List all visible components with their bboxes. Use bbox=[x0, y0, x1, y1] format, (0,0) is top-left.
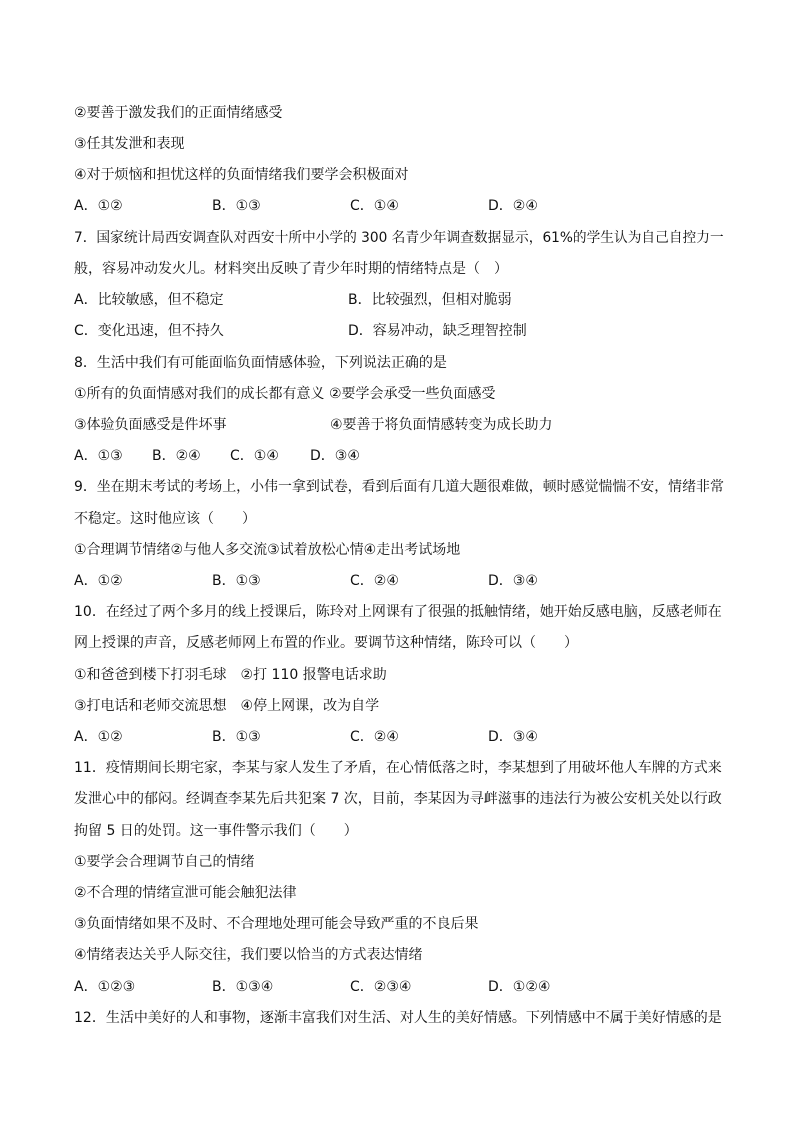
q6-statement-3: ③任其发泄和表现 bbox=[74, 136, 185, 152]
q7-option-b: B．比较强烈，但相对脆弱 bbox=[348, 292, 512, 308]
q10-option-a: A．①② bbox=[74, 729, 123, 745]
q8-option-d: D．③④ bbox=[310, 448, 360, 464]
q11-option-d: D．①②④ bbox=[488, 979, 551, 995]
q6-option-b: B．①③ bbox=[212, 198, 261, 214]
q7-stem-line-1: 7．国家统计局西安调查队对西安十所中小学的 300 名青少年调查数据显示，61%的学生认为自己自控力一 bbox=[74, 230, 724, 246]
q11-stem-line-1: 11．疫情期间长期宅家，李某与家人发生了矛盾，在心情低落之时，李某想到了用破坏他人车牌的方式来 bbox=[74, 760, 722, 776]
q11-option-b: B．①③④ bbox=[212, 979, 274, 995]
q11-statement-3: ③负面情绪如果不及时、不合理地处理可能会导致严重的不良后果 bbox=[74, 916, 479, 932]
q9-option-d: D．③④ bbox=[488, 573, 538, 589]
q9-option-c: C．②④ bbox=[350, 573, 399, 589]
q6-option-a: A．①② bbox=[74, 198, 123, 214]
q8-statements-1-2: ①所有的负面情感对我们的成长都有意义 ②要学会承受一些负面感受 bbox=[74, 386, 496, 402]
q11-statement-4: ④情绪表达关乎人际交往，我们要以恰当的方式表达情绪 bbox=[74, 947, 423, 963]
q9-option-a: A．①② bbox=[74, 573, 123, 589]
q6-statement-4: ④对于烦恼和担忧这样的负面情绪我们要学会积极面对 bbox=[74, 167, 409, 183]
q9-statements: ①合理调节情绪②与他人多交流③试着放松心情④走出考试场地 bbox=[74, 542, 461, 558]
q7-option-c: C．变化迅速，但不持久 bbox=[74, 323, 224, 339]
q8-statement-3: ③体验负面感受是件坏事 bbox=[74, 417, 227, 433]
q10-option-d: D．③④ bbox=[488, 729, 538, 745]
q11-option-c: C．②③④ bbox=[350, 979, 412, 995]
q8-option-a: A．①③ bbox=[74, 448, 123, 464]
q11-statement-1: ①要学会合理调节自己的情绪 bbox=[74, 854, 255, 870]
q10-statements-3-4: ③打电话和老师交流思想 ④停上网课，改为自学 bbox=[74, 698, 380, 714]
q8-stem: 8．生活中我们有可能面临负面情感体验，下列说法正确的是 bbox=[74, 355, 447, 371]
q10-statements-1-2: ①和爸爸到楼下打羽毛球 ②打 110 报警电话求助 bbox=[74, 667, 387, 683]
q12-stem-line-1: 12．生活中美好的人和事物，逐渐丰富我们对生活、对人生的美好情感。下列情感中不属于美好情感的是 bbox=[74, 1010, 722, 1026]
q8-statement-4: ④要善于将负面情感转变为成长助力 bbox=[330, 417, 553, 433]
q7-option-a: A．比较敏感，但不稳定 bbox=[74, 292, 224, 308]
q10-option-b: B．①③ bbox=[212, 729, 261, 745]
q9-stem-line-1: 9．坐在期末考试的考场上，小伟一拿到试卷，看到后面有几道大题很难做，顿时感觉惴惴不安，情绪非常 bbox=[74, 479, 724, 495]
q8-option-b: B．②④ bbox=[152, 448, 201, 464]
q9-stem-line-2: 不稳定。这时他应该（ ） bbox=[74, 511, 256, 527]
q9-option-b: B．①③ bbox=[212, 573, 261, 589]
q6-option-d: D．②④ bbox=[488, 198, 538, 214]
q10-stem-line-1: 10．在经过了两个多月的线上授课后，陈玲对上网课有了很强的抵触情绪，她开始反感电脑，反感老师在 bbox=[74, 604, 722, 620]
q6-statement-2: ②要善于激发我们的正面情绪感受 bbox=[74, 105, 283, 121]
q6-option-c: C．①④ bbox=[350, 198, 399, 214]
q11-statement-2: ②不合理的情绪宣泄可能会触犯法律 bbox=[74, 885, 297, 901]
q10-option-c: C．②④ bbox=[350, 729, 399, 745]
q11-stem-line-2: 发泄心中的郁闷。经调查李某先后共犯案 7 次，目前，李某因为寻衅滋事的违法行为被公安机关处以行政 bbox=[74, 791, 722, 807]
q8-option-c: C．①④ bbox=[230, 448, 279, 464]
q10-stem-line-2: 网上授课的声音，反感老师网上布置的作业。要调节这种情绪，陈玲可以（ ） bbox=[74, 635, 578, 651]
q7-option-d: D．容易冲动，缺乏理智控制 bbox=[348, 323, 527, 339]
q11-stem-line-3: 拘留 5 日的处罚。这一事件警示我们（ ） bbox=[74, 823, 358, 839]
q7-stem-line-2: 般，容易冲动发火儿。材料突出反映了青少年时期的情绪特点是（ ） bbox=[74, 261, 508, 277]
q11-option-a: A．①②③ bbox=[74, 979, 136, 995]
